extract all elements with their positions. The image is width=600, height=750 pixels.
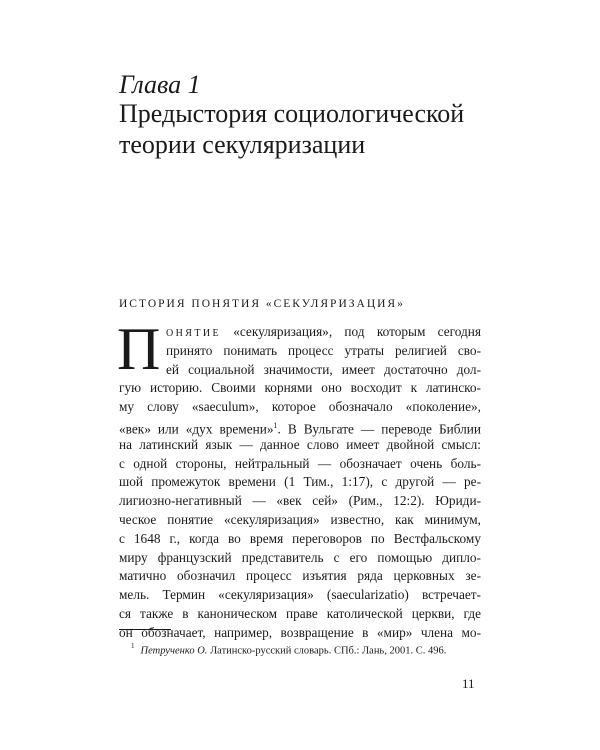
body-line-8: с одной стороны, нейтральный — обозначает очень боль- xyxy=(119,455,481,471)
chapter-title-line-2: теории секуляризации xyxy=(119,130,366,159)
body-line-6: «век» или «дух времени»$^1$. В Вульгате — переводе Библии xyxy=(119,420,481,437)
footnote-author: Петрученко О. xyxy=(140,645,208,657)
body-line-11: ческое понятие «секуляризация» известно, как минимум, xyxy=(119,511,481,527)
chapter-title xyxy=(119,98,464,160)
footnote xyxy=(131,643,446,657)
body-line-16: ся также в каноническом праве католической церкви, где xyxy=(119,605,481,621)
body-line-9: шой промежуток времени (1 Тим., 1:17), с другой — ре- xyxy=(119,474,481,490)
body-line-5: му слову «saeculum», которое обозначало «поколение», xyxy=(119,399,481,415)
footnote-text: Латинско-русский словарь. СПб.: Лань, 2001. С. 496. xyxy=(207,645,447,657)
body-line-1: ОНЯТИЕ «секуляризация», под которым сегодня xyxy=(166,324,481,339)
footnote-number: 1 xyxy=(131,642,135,650)
body-line-10: лигиозно-негативный — «век сей» (Рим., 12:2). Юриди- xyxy=(119,493,481,509)
chapter-label: Глава 1 xyxy=(119,70,201,99)
body-line-3: ей социальной значимости, имеет достаточно дол- xyxy=(166,361,481,377)
body-paragraph xyxy=(119,323,481,643)
footnote-divider xyxy=(119,629,171,630)
drop-cap: П xyxy=(117,316,161,382)
chapter-title-line-1: Предыстория социологической xyxy=(119,99,465,128)
body-line-4: гую историю. Своими корнями оно восходит к латинско- xyxy=(119,380,481,396)
footnote-ref[interactable]: 1 xyxy=(273,420,278,430)
section-heading: ИСТОРИЯ ПОНЯТИЯ «СЕКУЛЯРИЗАЦИЯ» xyxy=(119,298,405,310)
small-caps-word: ОНЯТИЕ xyxy=(166,328,221,339)
body-line-13: миру французский представитель с его помощью дипло- xyxy=(119,549,481,565)
body-line-2: принято понимать процесс утраты религией сво- xyxy=(166,342,481,358)
body-line-15: мель. Термин «секуляризация» (saecularizatio) встречает- xyxy=(119,587,481,603)
body-line-12: с 1648 г., когда во время переговоров по Вестфальскому xyxy=(119,530,481,546)
body-line-17: он обозначает, например, возвращение в «мир» члена мо- xyxy=(119,624,481,640)
body-line-7: на латинский язык — данное слово имеет двойной смысл: xyxy=(119,436,481,452)
page-number: 11 xyxy=(462,676,475,691)
body-line-14: матично обозначил процесс изъятия ряда церковных зе- xyxy=(119,568,481,584)
